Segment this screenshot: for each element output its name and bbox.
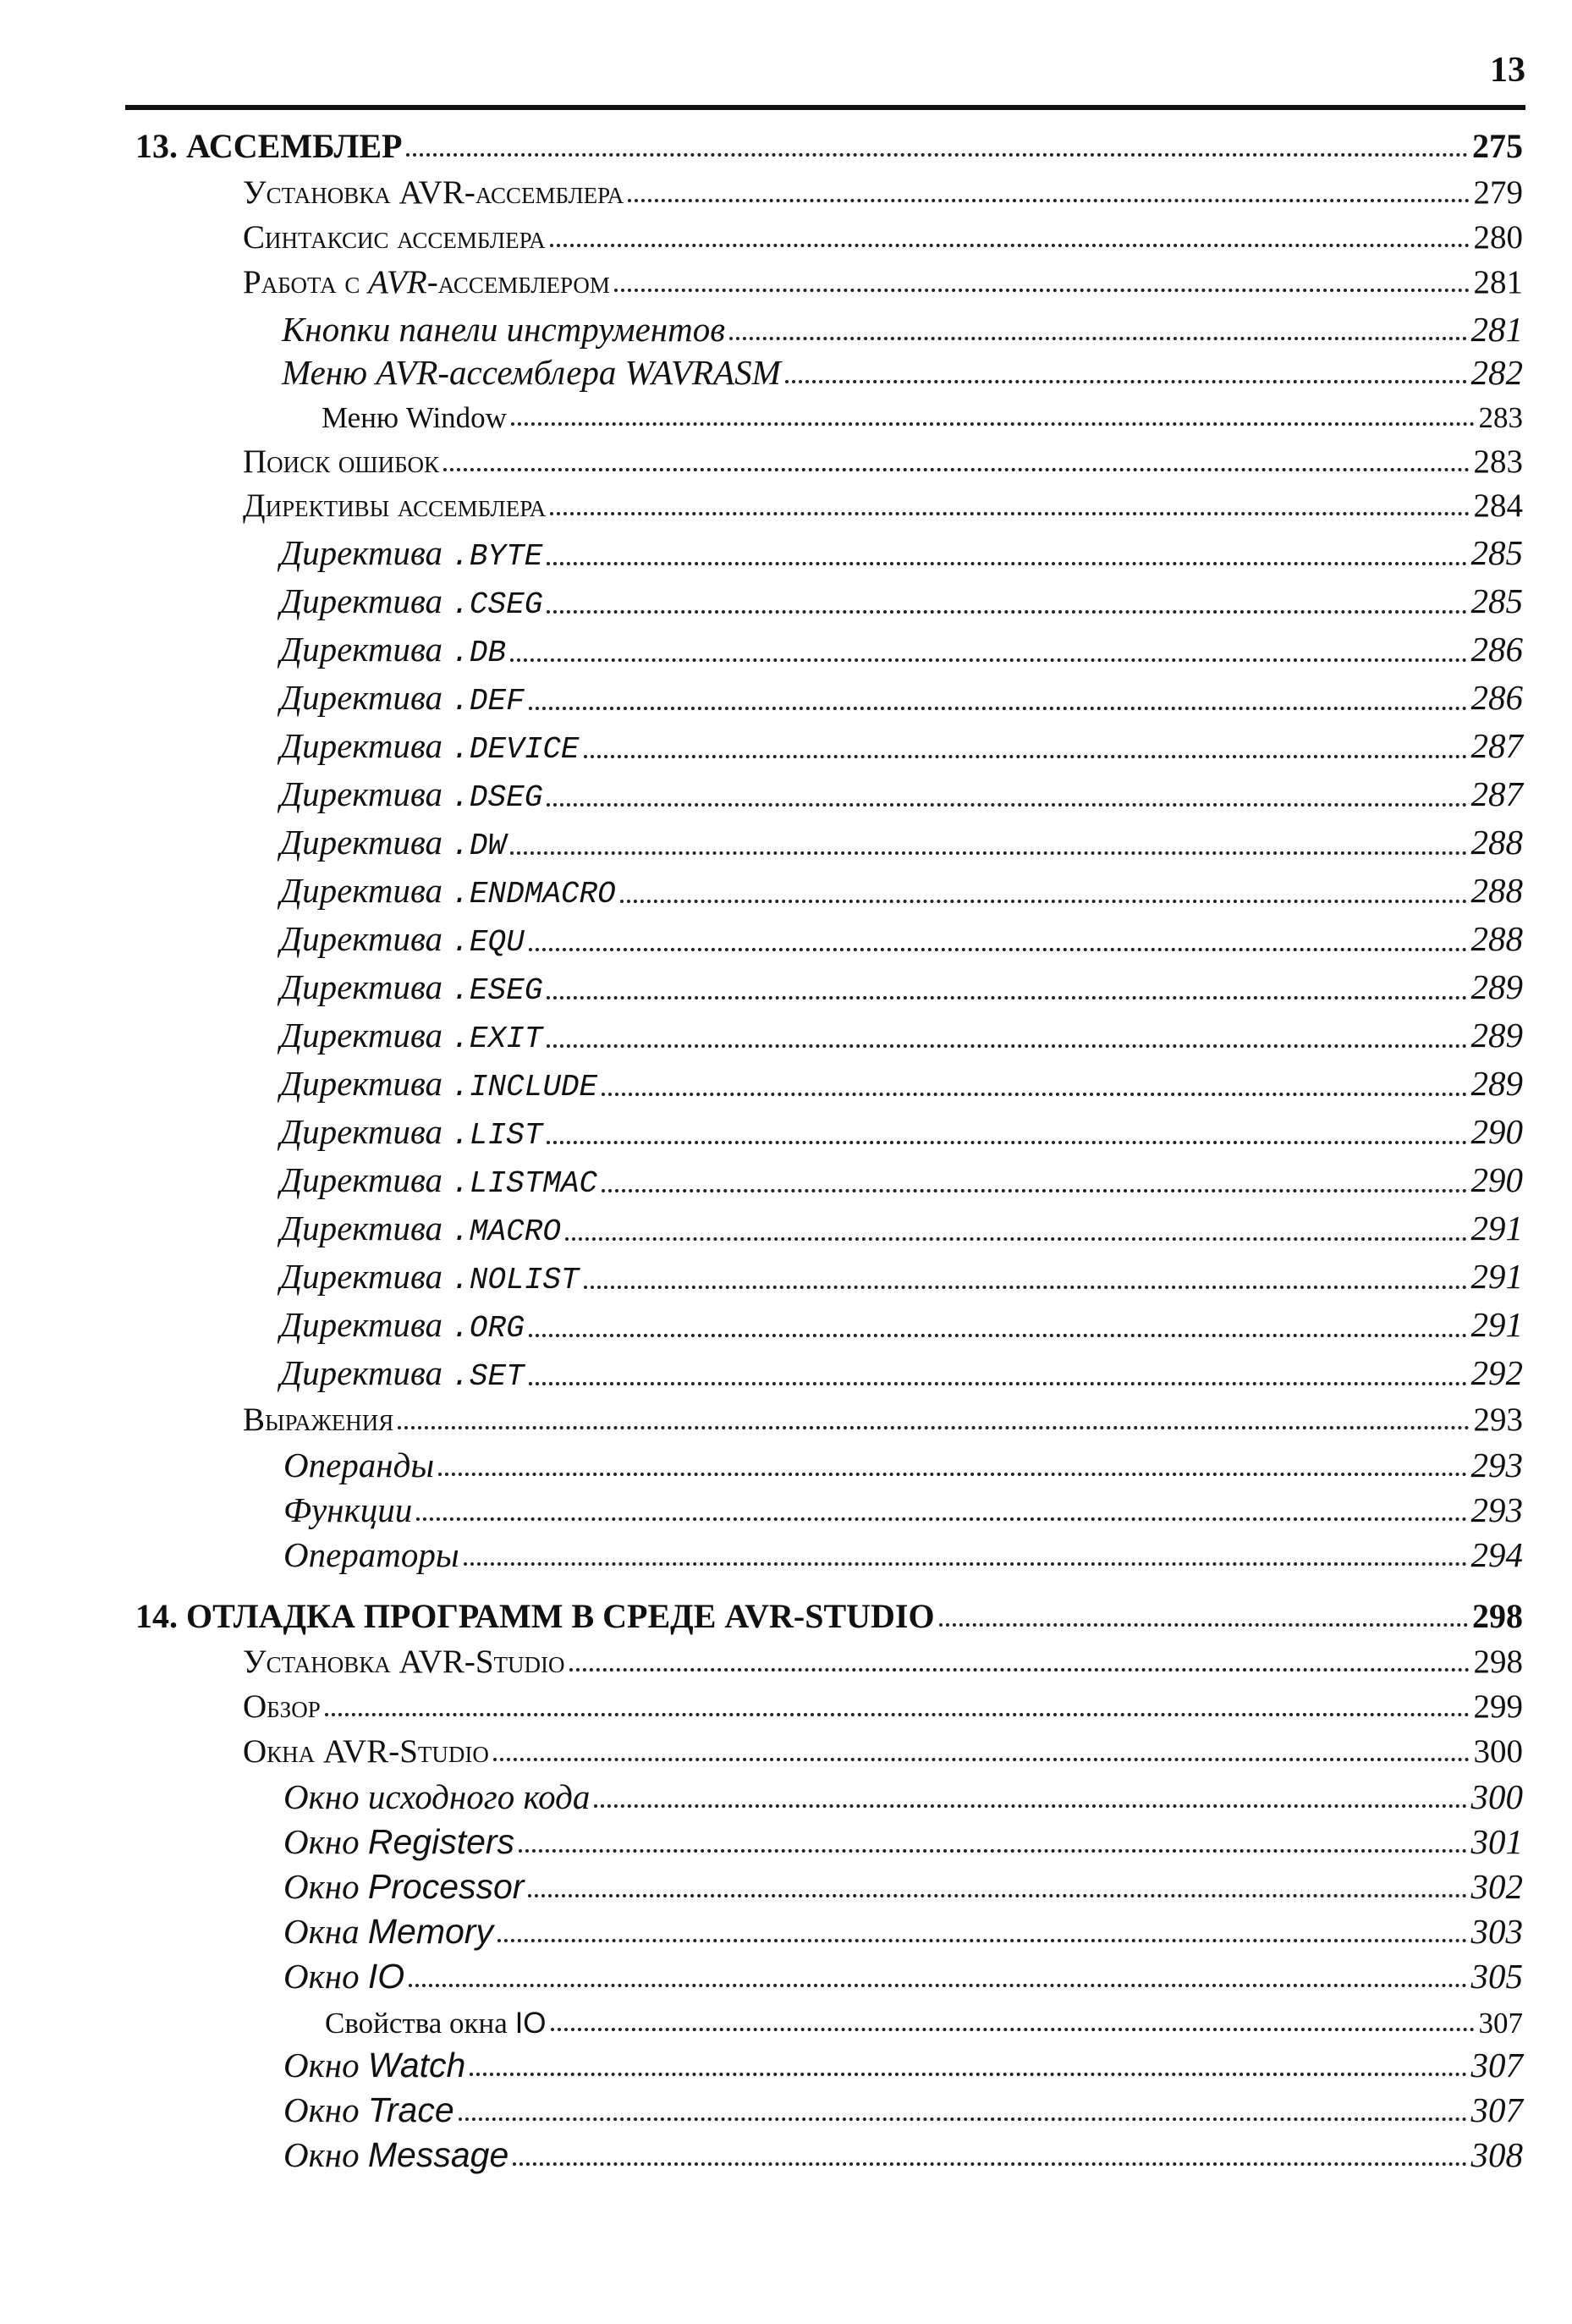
dot-leader	[406, 153, 1468, 157]
dot-leader	[470, 2073, 1466, 2076]
toc-page-number: 281	[1473, 264, 1523, 300]
dot-leader	[529, 948, 1467, 951]
directive-label: Директива	[280, 678, 443, 717]
toc-entry-title-part: AVR	[368, 264, 427, 300]
toc-chapter-title: 14. ОТЛАДКА ПРОГРАММ В СРЕДЕ AVR-STUDIO	[135, 1597, 935, 1635]
toc-entry-io-properties[interactable]	[325, 2008, 1523, 2038]
toc-entry-window-menu[interactable]	[322, 403, 1523, 432]
toc-entry-directive[interactable]	[280, 873, 1523, 910]
directive-label: Директива	[280, 774, 443, 813]
toc-entry-title-part: Окно	[283, 2046, 368, 2084]
dot-leader	[529, 1382, 1467, 1385]
directive-name: .EXIT	[451, 1022, 543, 1056]
dot-leader	[547, 1044, 1466, 1048]
toc-entry-message-window[interactable]	[283, 2135, 1523, 2174]
toc-page-number: 280	[1473, 219, 1523, 256]
dot-leader	[416, 1517, 1466, 1521]
toc-entry-directive[interactable]	[280, 774, 1523, 815]
dot-leader	[729, 337, 1466, 340]
toc-entry-directive[interactable]	[280, 533, 1523, 574]
toc-entry-watch-window[interactable]	[283, 2048, 1523, 2083]
toc-entry-title: Окна AVR-Studio	[243, 1733, 489, 1770]
toc-entry-title: Операторы	[283, 1535, 459, 1574]
dot-leader	[547, 996, 1466, 1000]
toc-entry-directive[interactable]	[280, 726, 1523, 767]
toc-entry-directive[interactable]	[280, 632, 1523, 669]
toc-entry-memory-window[interactable]	[283, 1914, 1523, 1949]
dot-leader	[409, 1984, 1466, 1987]
dot-leader	[513, 2162, 1466, 2166]
toc-entry-operators[interactable]	[283, 1535, 1523, 1574]
directive-label: Директива	[280, 967, 443, 1006]
toc-entry-directive[interactable]	[280, 581, 1523, 622]
toc-entry-directive[interactable]	[280, 1305, 1523, 1346]
toc-entry-title	[280, 1353, 525, 1394]
toc-page-number: 302	[1470, 1867, 1523, 1906]
toc-page-number: 298	[1473, 1644, 1523, 1680]
dot-leader	[493, 1758, 1470, 1761]
dot-leader	[594, 1804, 1466, 1808]
directive-name: .INCLUDE	[451, 1070, 598, 1104]
dot-leader	[510, 658, 1466, 662]
toc-entry-toolbar-buttons[interactable]	[282, 312, 1523, 347]
toc-chapter-14[interactable]	[135, 1597, 1523, 1635]
dot-leader	[614, 289, 1470, 292]
directive-label: Директива	[280, 581, 443, 620]
toc-entry-title	[283, 2048, 465, 2083]
window-name: Registers	[367, 1822, 515, 1861]
toc-entry-title	[283, 1959, 404, 1994]
dot-leader	[628, 199, 1469, 202]
toc-entry-title	[280, 1112, 543, 1153]
directive-name: .DB	[451, 636, 507, 670]
toc-entry-title	[280, 632, 506, 669]
directive-name: .ENDMACRO	[451, 877, 616, 911]
window-name: IO	[367, 1957, 405, 1996]
toc-entry-title: Синтаксис ассемблера	[243, 219, 546, 256]
toc-page-number: 275	[1472, 127, 1523, 165]
dot-leader	[547, 803, 1466, 807]
directive-name: .ORG	[451, 1311, 525, 1346]
toc-entry-directive[interactable]	[280, 825, 1523, 862]
toc-entry-directive[interactable]	[280, 1112, 1523, 1153]
toc-page-number: 287	[1470, 726, 1523, 765]
toc-entry-install-studio[interactable]	[243, 1645, 1523, 1678]
toc-chapter-13[interactable]	[135, 129, 1523, 163]
toc-page-number: 291	[1470, 1209, 1523, 1247]
toc-page-number: 307	[1470, 2046, 1523, 2084]
directive-label: Директива	[280, 1160, 443, 1199]
toc-entry-directive[interactable]	[280, 1353, 1523, 1394]
dot-leader	[511, 422, 1475, 426]
directive-label: Директива	[280, 871, 443, 910]
dot-leader	[528, 1894, 1466, 1897]
toc-page-number: 299	[1473, 1688, 1523, 1725]
toc-page-number: 290	[1470, 1160, 1523, 1199]
toc-entry-title	[280, 873, 616, 910]
directive-label: Директива	[280, 1353, 443, 1392]
toc-entry-title-part: Окно	[283, 2135, 368, 2174]
toc-entry-title-part: Окно	[283, 1957, 368, 1996]
toc-entry-directive[interactable]	[280, 967, 1523, 1008]
toc-entry-title	[280, 919, 525, 960]
toc-entry-title	[280, 1211, 561, 1247]
toc-page-number: 308	[1470, 2135, 1523, 2174]
toc-entry-directive[interactable]	[280, 1211, 1523, 1247]
toc-page-number: 289	[1470, 1064, 1523, 1103]
toc-chapter-title: 13. АССЕМБЛЕР	[135, 127, 403, 165]
dot-leader	[584, 1286, 1467, 1289]
toc-entry-install-assembler[interactable]	[243, 176, 1523, 209]
directive-label: Директива	[280, 823, 443, 862]
dot-leader	[569, 1668, 1470, 1671]
toc-entry-title	[283, 1914, 493, 1949]
toc-entry-title-part: Окна	[283, 1912, 368, 1951]
toc-page-number: 283	[1473, 443, 1523, 480]
dot-leader	[529, 707, 1467, 710]
toc-page-number: 301	[1470, 1822, 1523, 1861]
toc-entry-directives[interactable]	[243, 489, 1523, 522]
toc-entry-directive[interactable]	[280, 1160, 1523, 1201]
dot-leader	[550, 244, 1470, 247]
toc-entry-working[interactable]	[243, 266, 1523, 299]
page-number: 13	[1490, 51, 1525, 90]
toc-page-number: 307	[1470, 2090, 1523, 2129]
toc-entry-title	[280, 1018, 542, 1055]
directive-name: .EQU	[451, 925, 525, 960]
toc-page-number: 291	[1470, 1257, 1523, 1296]
toc-page-number: 286	[1470, 678, 1523, 717]
window-name: Message	[367, 2135, 509, 2174]
dot-leader	[529, 1334, 1467, 1337]
toc-page-number: 298	[1472, 1597, 1523, 1635]
window-name: Watch	[367, 2046, 466, 2084]
toc-entry-expressions[interactable]	[243, 1403, 1523, 1436]
toc-entry-title: Поиск ошибок	[243, 443, 439, 480]
toc-entry-title: Выражения	[243, 1402, 394, 1438]
window-name: Trace	[367, 2090, 454, 2129]
toc-entry-title	[280, 967, 543, 1008]
toc-entry-title	[325, 2008, 547, 2038]
toc-page-number: 286	[1470, 630, 1523, 669]
toc-entry-source-window[interactable]	[283, 1777, 1523, 1816]
toc-entry-processor-window[interactable]	[283, 1867, 1523, 1906]
directive-name: .LIST	[451, 1118, 543, 1153]
dot-leader	[547, 610, 1466, 614]
toc-entry-title: Кнопки панели инструментов	[282, 310, 726, 349]
dot-leader	[459, 2117, 1467, 2121]
toc-entry-title	[280, 774, 543, 815]
toc-entry-title	[280, 726, 580, 767]
toc-entry-title: Операнды	[283, 1446, 435, 1484]
toc-entry-title-part: Работа с	[243, 264, 369, 300]
toc-entry-title	[243, 266, 610, 299]
dot-leader	[398, 1426, 1469, 1429]
dot-leader	[438, 1473, 1466, 1476]
toc-page-number: 290	[1470, 1112, 1523, 1151]
toc-entry-studio-windows[interactable]	[243, 1735, 1523, 1768]
toc-entry-title: Директивы ассемблера	[243, 487, 547, 524]
toc-entry-title: Меню AVR-ассемблера WAVRASM	[282, 353, 781, 392]
dot-leader	[939, 1623, 1468, 1627]
toc-entry-title: Обзор	[243, 1688, 321, 1725]
toc-entry-directive[interactable]	[280, 919, 1523, 960]
toc-page-number: 288	[1470, 871, 1523, 910]
toc-page-number: 283	[1478, 401, 1523, 434]
toc-page-number: 289	[1470, 1016, 1523, 1055]
toc-page-number: 293	[1470, 1446, 1523, 1484]
directive-name: .NOLIST	[451, 1263, 580, 1297]
dot-leader	[547, 562, 1466, 565]
dot-leader	[551, 2028, 1475, 2031]
dot-leader	[584, 755, 1467, 758]
dot-leader	[464, 1562, 1467, 1566]
dot-leader	[602, 1093, 1466, 1096]
dot-leader	[510, 851, 1466, 855]
toc-entry-error-search[interactable]	[243, 445, 1523, 478]
toc-page-number: 293	[1473, 1402, 1523, 1438]
directive-name: .LISTMAC	[451, 1166, 598, 1201]
toc-entry-title	[280, 533, 543, 574]
window-name: IO	[514, 2007, 547, 2040]
toc-page-number: 300	[1473, 1733, 1523, 1770]
toc-page-number: 285	[1470, 581, 1523, 620]
toc-entry-title-part: -ассемблером	[426, 264, 610, 300]
directive-label: Директива	[280, 1016, 443, 1055]
toc-page-number: 303	[1470, 1912, 1523, 1951]
toc-entry-title	[280, 825, 506, 862]
directive-name: .DEVICE	[451, 732, 580, 767]
window-name: Memory	[367, 1912, 493, 1951]
directive-name: .ESEG	[451, 973, 543, 1008]
dot-leader	[550, 512, 1469, 515]
toc-entry-title	[283, 1867, 525, 1906]
toc-page-number: 300	[1470, 1777, 1523, 1816]
directive-label: Директива	[280, 1064, 443, 1103]
toc-page-number: 279	[1473, 174, 1523, 211]
toc-page-number: 282	[1470, 353, 1523, 392]
toc-page-number: 291	[1470, 1305, 1523, 1344]
toc-entry-title	[283, 2090, 454, 2129]
toc-page-number: 288	[1470, 823, 1523, 862]
toc-entry-directive[interactable]	[280, 1259, 1523, 1296]
toc-entry-title	[280, 1066, 597, 1103]
toc-page-number: 285	[1470, 533, 1523, 572]
directive-name: .DSEG	[451, 780, 543, 815]
toc-page-number: 305	[1470, 1957, 1523, 1996]
dot-leader	[785, 380, 1467, 383]
toc-entry-title	[280, 680, 525, 717]
toc-entry-title-part: Окно	[283, 1867, 368, 1906]
dot-leader	[443, 468, 1470, 471]
toc-entry-directive[interactable]	[280, 1066, 1523, 1103]
toc-entry-title: Меню Window	[322, 401, 507, 434]
toc-page-number: 287	[1470, 774, 1523, 813]
directive-label: Директива	[280, 1305, 443, 1344]
directive-name: .DEF	[451, 684, 525, 719]
dot-leader	[602, 1189, 1466, 1192]
toc-entry-io-window[interactable]	[283, 1959, 1523, 1994]
directive-name: .MACRO	[451, 1214, 561, 1249]
directive-label: Директива	[280, 726, 443, 765]
toc-entry-title-part: Окно	[283, 2090, 368, 2129]
directive-label: Директива	[280, 919, 443, 958]
dot-leader	[325, 1713, 1470, 1716]
directive-name: .SET	[451, 1359, 525, 1394]
toc-page-number: 293	[1470, 1490, 1523, 1529]
window-name: Processor	[367, 1867, 525, 1906]
toc-entry-title	[280, 1305, 525, 1346]
toc-entry-title	[280, 1160, 598, 1201]
directive-label: Директива	[280, 1257, 443, 1296]
directive-name: .CSEG	[451, 587, 543, 622]
toc-page-number: 284	[1473, 487, 1523, 524]
toc-entry-title: Окно исходного кода	[283, 1777, 591, 1816]
toc-entry-title: Установка AVR-ассемблера	[243, 174, 624, 211]
toc-entry-syntax[interactable]	[243, 221, 1523, 254]
toc-page-number: 288	[1470, 919, 1523, 958]
toc-entry-title	[283, 2135, 509, 2174]
directive-label: Директива	[280, 1209, 443, 1247]
toc-entry-title	[280, 581, 543, 622]
toc-page-number: 307	[1478, 2007, 1523, 2040]
directive-name: .BYTE	[451, 539, 543, 574]
dot-leader	[519, 1849, 1466, 1853]
dot-leader	[497, 1939, 1467, 1942]
toc-entry-directive[interactable]	[280, 1018, 1523, 1055]
toc-page-number: 292	[1470, 1353, 1523, 1392]
toc-entry-title-part: Свойства окна	[325, 2007, 515, 2040]
toc-entry-title-part: Окно	[283, 1822, 368, 1861]
toc-entry-operands[interactable]	[283, 1448, 1523, 1483]
toc-entry-wavrasm-menu[interactable]	[282, 355, 1523, 390]
toc-entry-functions[interactable]	[283, 1490, 1523, 1529]
dot-leader	[620, 900, 1467, 903]
directive-label: Директива	[280, 630, 443, 669]
toc-entry-registers-window[interactable]	[283, 1822, 1523, 1861]
toc-entry-title: Функции	[283, 1490, 413, 1529]
toc-page-number: 281	[1470, 310, 1523, 349]
dot-leader	[547, 1141, 1466, 1144]
directive-label: Директива	[280, 533, 443, 572]
toc-entry-overview[interactable]	[243, 1690, 1523, 1723]
toc-entry-title: Установка AVR-Studio	[243, 1644, 565, 1680]
directive-name: .DW	[451, 829, 507, 863]
toc-page-number: 289	[1470, 967, 1523, 1006]
dot-leader	[565, 1237, 1467, 1241]
toc-entry-directive[interactable]	[280, 680, 1523, 717]
toc-entry-trace-window[interactable]	[283, 2090, 1523, 2129]
directive-label: Директива	[280, 1112, 443, 1151]
toc-page-number: 294	[1470, 1535, 1523, 1574]
toc-entry-title	[283, 1822, 515, 1861]
toc-entry-title	[280, 1259, 580, 1296]
